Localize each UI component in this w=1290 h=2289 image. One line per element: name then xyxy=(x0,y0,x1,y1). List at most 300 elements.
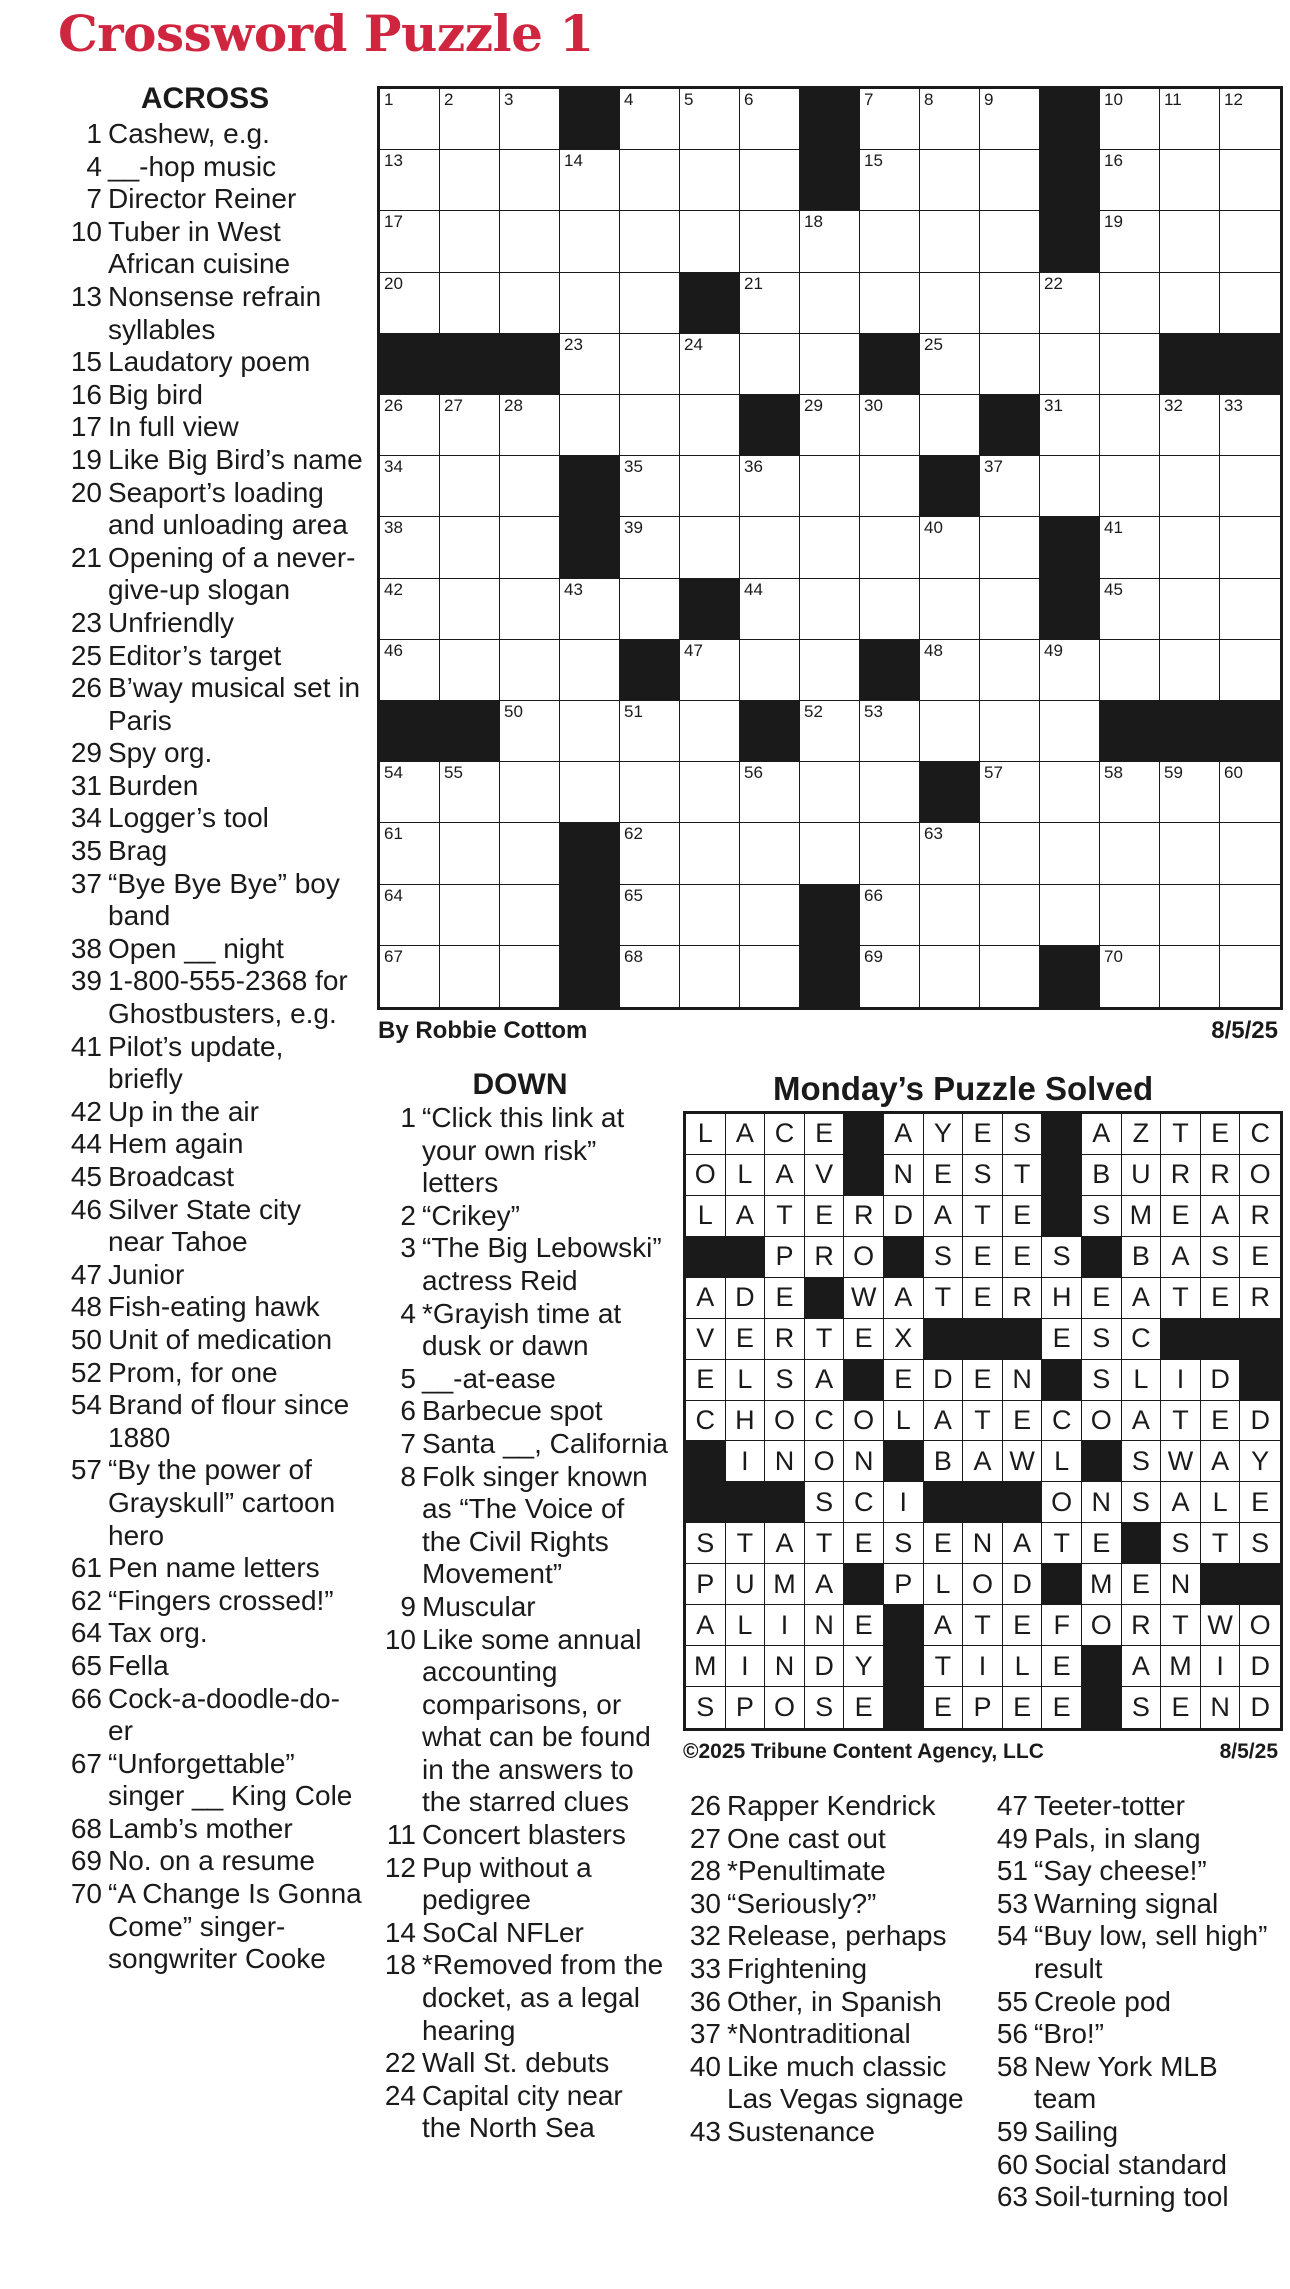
grid-cell[interactable] xyxy=(800,273,860,334)
clue-item xyxy=(64,1357,364,1390)
grid-cell[interactable] xyxy=(920,89,980,150)
grid-cell[interactable] xyxy=(740,89,800,150)
solution-letter: D xyxy=(1240,1646,1280,1687)
clue-item xyxy=(683,1986,983,2019)
black-square xyxy=(800,150,860,211)
clue-text: Like some annual accounting comparisons, or what can be found in the answers to the starred clues xyxy=(422,1623,651,1818)
solution-letter: L xyxy=(686,1114,726,1155)
grid-cell[interactable] xyxy=(680,517,740,578)
copyright: ©2025 Tribune Content Agency, LLC xyxy=(683,1740,1044,1763)
grid-cell[interactable] xyxy=(980,701,1040,762)
grid-cell[interactable] xyxy=(920,211,980,272)
clue-text: Release, perhaps xyxy=(727,1920,947,1952)
grid-cell[interactable] xyxy=(1040,334,1100,395)
grid-cell[interactable] xyxy=(440,579,500,640)
grid-cell[interactable] xyxy=(500,517,560,578)
clue-text: Lamb’s mother xyxy=(108,1812,293,1844)
clue-text: *Grayish time at dusk or dawn xyxy=(422,1297,622,1362)
grid-cell[interactable] xyxy=(380,211,440,272)
grid-cell[interactable] xyxy=(1040,701,1100,762)
cell-number: 8 xyxy=(924,90,934,109)
solution-letter: A xyxy=(686,1605,726,1646)
grid-cell[interactable] xyxy=(500,395,560,456)
cell-number: 41 xyxy=(1104,518,1123,538)
grid-cell[interactable] xyxy=(620,823,680,884)
grid-cell[interactable] xyxy=(860,885,920,946)
grid-cell[interactable] xyxy=(680,946,740,1007)
clue-number: 44 xyxy=(70,1128,102,1160)
grid-cell[interactable] xyxy=(1100,762,1160,823)
grid-cell[interactable] xyxy=(680,89,740,150)
grid-cell[interactable] xyxy=(800,579,860,640)
grid-cell[interactable] xyxy=(440,762,500,823)
grid-cell[interactable] xyxy=(500,456,560,517)
grid-cell[interactable] xyxy=(920,579,980,640)
cell-number: 43 xyxy=(564,579,583,599)
grid-cell[interactable] xyxy=(500,946,560,1007)
clue-text: Logger’s tool xyxy=(108,802,269,834)
solution-letter: S xyxy=(924,1237,964,1278)
grid-cell[interactable] xyxy=(1100,456,1160,517)
grid-cell[interactable] xyxy=(620,885,680,946)
grid-cell[interactable] xyxy=(920,885,980,946)
grid-cell[interactable] xyxy=(440,273,500,334)
grid-cell[interactable] xyxy=(1040,640,1100,701)
grid-cell[interactable] xyxy=(1160,395,1220,456)
grid-cell[interactable] xyxy=(380,517,440,578)
grid-cell[interactable] xyxy=(680,885,740,946)
black-square xyxy=(1082,1441,1122,1482)
grid-cell[interactable] xyxy=(620,456,680,517)
solution-letter: D xyxy=(884,1196,924,1237)
clue-number: 3 xyxy=(400,1232,416,1264)
black-square xyxy=(1100,701,1160,762)
grid-cell[interactable] xyxy=(1160,273,1220,334)
clue-number: 5 xyxy=(400,1362,416,1394)
black-square xyxy=(860,640,920,701)
grid-cell[interactable] xyxy=(440,395,500,456)
grid-cell[interactable] xyxy=(380,640,440,701)
clue-item xyxy=(64,477,364,542)
grid-cell[interactable] xyxy=(380,946,440,1007)
clue-item xyxy=(64,1259,364,1292)
grid-cell[interactable] xyxy=(1160,211,1220,272)
grid-cell[interactable] xyxy=(560,150,620,211)
grid-cell[interactable] xyxy=(380,579,440,640)
grid-cell[interactable] xyxy=(980,334,1040,395)
grid-cell[interactable] xyxy=(1100,640,1160,701)
grid-cell[interactable] xyxy=(440,150,500,211)
solution-letter: A xyxy=(726,1196,766,1237)
black-square xyxy=(560,885,620,946)
puzzle-grid[interactable] xyxy=(377,86,1283,1010)
solution-letter: S xyxy=(1042,1237,1082,1278)
grid-cell[interactable] xyxy=(860,456,920,517)
clue-number: 54 xyxy=(996,1920,1028,1952)
grid-cell[interactable] xyxy=(560,640,620,701)
grid-cell[interactable] xyxy=(440,89,500,150)
grid-cell[interactable] xyxy=(500,89,560,150)
grid-cell[interactable] xyxy=(860,701,920,762)
grid-cell[interactable] xyxy=(740,211,800,272)
grid-cell[interactable] xyxy=(740,456,800,517)
grid-cell[interactable] xyxy=(740,334,800,395)
clue-text: “A Change Is Gonna Come” singer-songwriter Cooke xyxy=(108,1878,362,1975)
solution-letter: T xyxy=(963,1605,1003,1646)
black-square xyxy=(1003,1482,1043,1523)
grid-cell[interactable] xyxy=(680,456,740,517)
black-square xyxy=(920,456,980,517)
grid-cell[interactable] xyxy=(860,211,920,272)
grid-cell[interactable] xyxy=(620,150,680,211)
black-square xyxy=(884,1605,924,1646)
grid-cell[interactable] xyxy=(620,395,680,456)
solution-letter: I xyxy=(884,1482,924,1523)
black-square xyxy=(1082,1687,1122,1728)
grid-cell[interactable] xyxy=(980,150,1040,211)
grid-cell[interactable] xyxy=(440,823,500,884)
grid-cell[interactable] xyxy=(620,762,680,823)
grid-cell[interactable] xyxy=(740,579,800,640)
grid-cell[interactable] xyxy=(620,89,680,150)
black-square xyxy=(765,1482,805,1523)
clue-number: 22 xyxy=(384,2047,416,2079)
grid-cell[interactable] xyxy=(560,395,620,456)
grid-cell[interactable] xyxy=(440,211,500,272)
grid-cell[interactable] xyxy=(1220,885,1280,946)
grid-cell[interactable] xyxy=(860,762,920,823)
grid-cell[interactable] xyxy=(1160,640,1220,701)
grid-cell[interactable] xyxy=(1220,150,1280,211)
grid-cell[interactable] xyxy=(380,823,440,884)
grid-cell[interactable] xyxy=(1100,946,1160,1007)
grid-cell[interactable] xyxy=(680,150,740,211)
grid-cell[interactable] xyxy=(800,517,860,578)
grid-cell[interactable] xyxy=(380,395,440,456)
grid-cell[interactable] xyxy=(680,395,740,456)
grid-cell[interactable] xyxy=(1220,762,1280,823)
grid-cell[interactable] xyxy=(620,211,680,272)
grid-cell[interactable] xyxy=(620,273,680,334)
grid-cell[interactable] xyxy=(860,395,920,456)
grid-cell[interactable] xyxy=(860,823,920,884)
grid-cell[interactable] xyxy=(620,946,680,1007)
grid-cell[interactable] xyxy=(500,150,560,211)
black-square xyxy=(1040,211,1100,272)
grid-cell[interactable] xyxy=(620,517,680,578)
cell-number: 52 xyxy=(804,702,823,721)
black-square xyxy=(800,946,860,1007)
clue-item xyxy=(990,1986,1280,2019)
black-square xyxy=(740,701,800,762)
solution-letter: B xyxy=(924,1441,964,1482)
grid-cell[interactable] xyxy=(1100,579,1160,640)
clue-text: Capital city near the North Sea xyxy=(422,2079,623,2144)
grid-cell[interactable] xyxy=(440,517,500,578)
grid-cell[interactable] xyxy=(980,823,1040,884)
grid-cell[interactable] xyxy=(560,762,620,823)
grid-cell[interactable] xyxy=(800,762,860,823)
grid-cell[interactable] xyxy=(1160,946,1220,1007)
clue-number: 26 xyxy=(689,1790,721,1821)
clue-item xyxy=(64,1389,364,1454)
cell-number: 53 xyxy=(864,702,883,721)
solution-letter: E xyxy=(1240,1237,1280,1278)
grid-cell[interactable] xyxy=(860,89,920,150)
grid-cell[interactable] xyxy=(560,273,620,334)
grid-cell[interactable] xyxy=(1100,211,1160,272)
clue-number: 41 xyxy=(70,1030,102,1062)
cell-number: 11 xyxy=(1164,90,1182,109)
grid-cell[interactable] xyxy=(500,823,560,884)
solution-letter: E xyxy=(805,1196,845,1237)
grid-cell[interactable] xyxy=(380,89,440,150)
grid-cell[interactable] xyxy=(560,701,620,762)
grid-cell[interactable] xyxy=(1100,517,1160,578)
grid-cell[interactable] xyxy=(980,885,1040,946)
clue-text: Like much classic Las Vegas signage xyxy=(727,2050,964,2115)
grid-cell[interactable] xyxy=(1160,89,1220,150)
solution-letter: P xyxy=(765,1237,805,1278)
grid-cell[interactable] xyxy=(440,640,500,701)
black-square xyxy=(560,517,620,578)
grid-cell[interactable] xyxy=(1220,517,1280,578)
grid-cell[interactable] xyxy=(1220,89,1280,150)
grid-cell[interactable] xyxy=(1040,762,1100,823)
cell-number: 63 xyxy=(924,824,943,844)
grid-cell[interactable] xyxy=(500,211,560,272)
solution-letter: A xyxy=(924,1605,964,1646)
grid-cell[interactable] xyxy=(920,150,980,211)
grid-cell[interactable] xyxy=(1220,395,1280,456)
grid-cell[interactable] xyxy=(740,273,800,334)
grid-cell[interactable] xyxy=(800,640,860,701)
clue-item xyxy=(64,183,364,216)
grid-cell[interactable] xyxy=(1160,456,1220,517)
clue-text: “Fingers crossed!” xyxy=(108,1584,334,1616)
grid-cell[interactable] xyxy=(560,211,620,272)
grid-cell[interactable] xyxy=(740,885,800,946)
grid-cell[interactable] xyxy=(740,946,800,1007)
grid-cell[interactable] xyxy=(500,701,560,762)
solution-letter: A xyxy=(1201,1441,1241,1482)
grid-cell[interactable] xyxy=(1100,89,1160,150)
grid-cell[interactable] xyxy=(920,701,980,762)
grid-cell[interactable] xyxy=(620,579,680,640)
grid-cell[interactable] xyxy=(860,150,920,211)
grid-cell[interactable] xyxy=(740,640,800,701)
grid-cell[interactable] xyxy=(1100,150,1160,211)
clue-text: Santa __, California xyxy=(422,1427,668,1459)
grid-cell[interactable] xyxy=(860,579,920,640)
grid-cell[interactable] xyxy=(980,273,1040,334)
clue-number: 35 xyxy=(70,835,102,867)
clue-number: 7 xyxy=(86,183,102,215)
black-square xyxy=(1040,89,1100,150)
solution-letter: E xyxy=(1003,1196,1043,1237)
clue-text: Seaport’s loading and unloading area xyxy=(108,476,348,541)
grid-cell[interactable] xyxy=(680,211,740,272)
grid-cell[interactable] xyxy=(980,89,1040,150)
clue-number: 37 xyxy=(70,867,102,899)
solution-letter: O xyxy=(686,1155,726,1196)
grid-cell[interactable] xyxy=(860,273,920,334)
grid-cell[interactable] xyxy=(920,517,980,578)
grid-cell[interactable] xyxy=(1100,273,1160,334)
grid-cell[interactable] xyxy=(1160,823,1220,884)
black-square xyxy=(740,395,800,456)
clue-text: Cashew, e.g. xyxy=(108,118,270,149)
clue-number: 33 xyxy=(689,1952,721,1984)
black-square xyxy=(1161,1319,1201,1360)
grid-cell[interactable] xyxy=(860,946,920,1007)
clue-text: Teeter-totter xyxy=(1034,1790,1185,1821)
grid-cell[interactable] xyxy=(980,211,1040,272)
grid-cell[interactable] xyxy=(1160,150,1220,211)
solution-letter: N xyxy=(844,1441,884,1482)
solution-letter: H xyxy=(1042,1278,1082,1319)
clue-item xyxy=(378,1428,668,1461)
solution-letter: P xyxy=(963,1687,1003,1728)
solution-letter: E xyxy=(805,1114,845,1155)
grid-cell[interactable] xyxy=(1220,640,1280,701)
grid-cell[interactable] xyxy=(920,395,980,456)
grid-cell[interactable] xyxy=(1040,395,1100,456)
clue-item xyxy=(990,1855,1280,1888)
grid-cell[interactable] xyxy=(800,211,860,272)
grid-cell[interactable] xyxy=(1220,211,1280,272)
solution-letter: A xyxy=(1003,1523,1043,1564)
grid-cell[interactable] xyxy=(740,762,800,823)
solution-letter: Y xyxy=(1240,1441,1280,1482)
clue-text: “By the power of Grayskull” cartoon hero xyxy=(108,1454,336,1551)
solution-letter: C xyxy=(844,1482,884,1523)
clue-item xyxy=(990,2149,1280,2182)
grid-cell[interactable] xyxy=(1160,885,1220,946)
across-clue-list xyxy=(64,118,364,1976)
solution-letter: A xyxy=(1161,1482,1201,1523)
solution-letter: A xyxy=(924,1196,964,1237)
grid-cell[interactable] xyxy=(980,762,1040,823)
grid-cell[interactable] xyxy=(380,885,440,946)
black-square xyxy=(680,579,740,640)
grid-cell[interactable] xyxy=(1040,823,1100,884)
grid-cell[interactable] xyxy=(800,456,860,517)
clue-item xyxy=(64,1813,364,1846)
grid-cell[interactable] xyxy=(1040,273,1100,334)
grid-cell[interactable] xyxy=(680,701,740,762)
grid-cell[interactable] xyxy=(740,823,800,884)
black-square xyxy=(844,1360,884,1401)
grid-cell[interactable] xyxy=(1100,334,1160,395)
grid-cell[interactable] xyxy=(1100,823,1160,884)
grid-cell[interactable] xyxy=(1160,579,1220,640)
grid-cell[interactable] xyxy=(740,150,800,211)
grid-cell[interactable] xyxy=(800,701,860,762)
grid-cell[interactable] xyxy=(620,701,680,762)
grid-cell[interactable] xyxy=(1220,273,1280,334)
grid-cell[interactable] xyxy=(1100,885,1160,946)
clue-item xyxy=(64,1650,364,1683)
grid-cell[interactable] xyxy=(740,517,800,578)
grid-cell[interactable] xyxy=(680,823,740,884)
clue-number: 56 xyxy=(996,2018,1028,2050)
grid-cell[interactable] xyxy=(440,946,500,1007)
grid-cell[interactable] xyxy=(1160,517,1220,578)
grid-cell[interactable] xyxy=(1160,762,1220,823)
clue-item xyxy=(378,1852,668,1917)
clue-number: 46 xyxy=(70,1193,102,1225)
grid-cell[interactable] xyxy=(920,273,980,334)
grid-cell[interactable] xyxy=(800,334,860,395)
grid-cell[interactable] xyxy=(380,273,440,334)
grid-cell[interactable] xyxy=(980,517,1040,578)
grid-cell[interactable] xyxy=(1220,946,1280,1007)
grid-cell[interactable] xyxy=(1220,579,1280,640)
grid-cell[interactable] xyxy=(920,946,980,1007)
grid-cell[interactable] xyxy=(620,334,680,395)
grid-cell[interactable] xyxy=(1100,395,1160,456)
grid-cell[interactable] xyxy=(1040,456,1100,517)
grid-cell[interactable] xyxy=(380,456,440,517)
grid-cell[interactable] xyxy=(680,762,740,823)
grid-cell[interactable] xyxy=(800,823,860,884)
grid-cell[interactable] xyxy=(500,640,560,701)
grid-cell[interactable] xyxy=(500,579,560,640)
grid-cell[interactable] xyxy=(920,640,980,701)
grid-cell[interactable] xyxy=(980,456,1040,517)
grid-cell[interactable] xyxy=(380,150,440,211)
clue-item xyxy=(64,802,364,835)
grid-cell[interactable] xyxy=(860,517,920,578)
clue-item xyxy=(990,2051,1280,2116)
solution-letter: P xyxy=(726,1687,766,1728)
grid-cell[interactable] xyxy=(440,885,500,946)
cell-number: 1 xyxy=(384,90,394,109)
solution-letter: E xyxy=(726,1319,766,1360)
grid-cell[interactable] xyxy=(500,762,560,823)
cell-number: 44 xyxy=(744,579,763,599)
grid-cell[interactable] xyxy=(1220,456,1280,517)
grid-cell[interactable] xyxy=(980,640,1040,701)
cell-number: 18 xyxy=(804,212,823,232)
grid-cell[interactable] xyxy=(980,579,1040,640)
cell-number: 47 xyxy=(684,640,703,660)
clue-number: 66 xyxy=(70,1682,102,1714)
grid-cell[interactable] xyxy=(980,946,1040,1007)
clue-text: Spy org. xyxy=(108,737,213,769)
clue-number: 59 xyxy=(996,2115,1028,2147)
grid-cell[interactable] xyxy=(500,273,560,334)
grid-cell[interactable] xyxy=(440,456,500,517)
grid-cell[interactable] xyxy=(1220,823,1280,884)
solution-letter: E xyxy=(1042,1319,1082,1360)
solution-letter: E xyxy=(1003,1605,1043,1646)
grid-cell[interactable] xyxy=(680,640,740,701)
solution-letter: E xyxy=(963,1237,1003,1278)
grid-cell[interactable] xyxy=(1040,885,1100,946)
black-square xyxy=(726,1237,766,1278)
grid-cell[interactable] xyxy=(680,334,740,395)
grid-cell[interactable] xyxy=(920,334,980,395)
grid-cell[interactable] xyxy=(920,823,980,884)
grid-cell[interactable] xyxy=(380,762,440,823)
grid-cell[interactable] xyxy=(500,885,560,946)
grid-cell[interactable] xyxy=(800,395,860,456)
clue-text: Unit of medication xyxy=(108,1323,333,1355)
grid-cell[interactable] xyxy=(560,334,620,395)
grid-cell[interactable] xyxy=(560,579,620,640)
